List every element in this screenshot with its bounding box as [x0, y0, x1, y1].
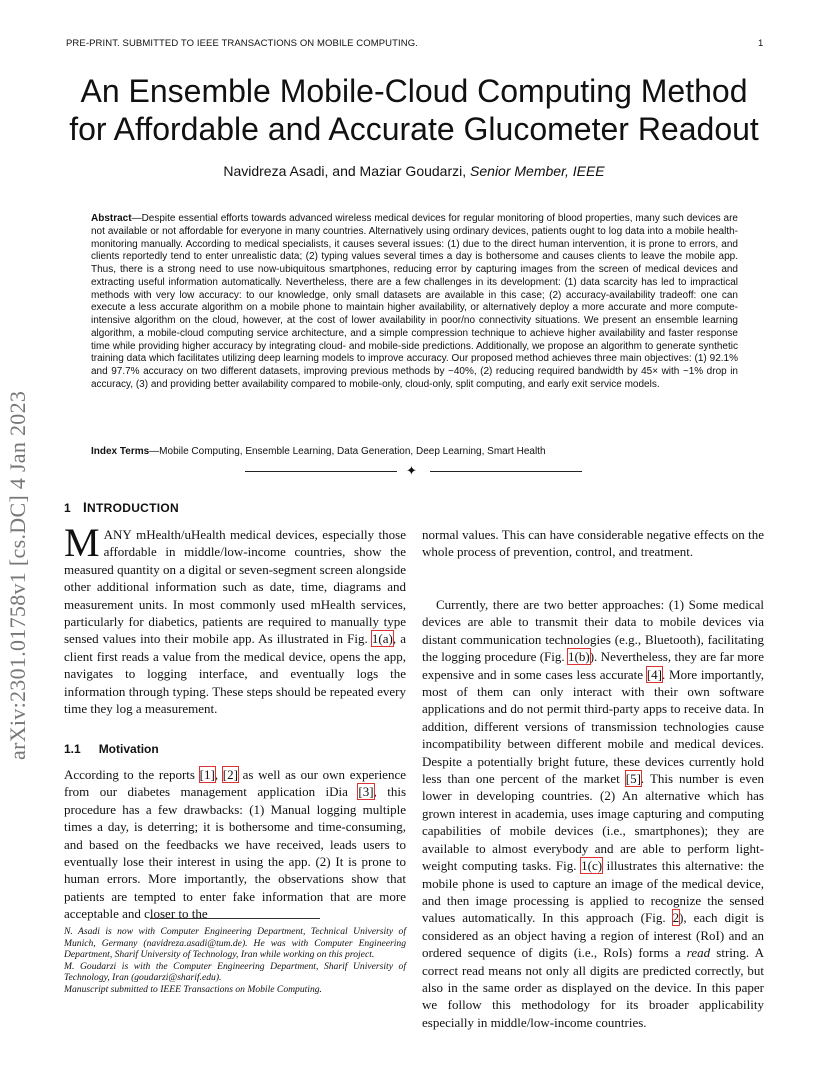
running-header: PRE-PRINT. SUBMITTED TO IEEE TRANSACTIONS ON MOBILE COMPUTING.: [66, 38, 418, 49]
separator-diamond-icon: ✦: [406, 463, 417, 478]
separator-rule-left: [245, 471, 397, 472]
author-names: Navidreza Asadi, and Maziar Goudarzi,: [223, 163, 471, 179]
arxiv-stamp: arXiv:2301.01758v1 [cs.DC] 4 Jan 2023: [5, 390, 30, 760]
section-title-first-letter: I: [82, 500, 88, 515]
footnote-asadi: N. Asadi is now with Computer Engineering Department, Technical University of Munich, Germany (navidreza.asadi@tum.de). He was with Computer Engineering Department, Sharif University of Technology, Iran while working on this project.: [64, 926, 406, 961]
title-line-2: for Affordable and Accurate Glucometer Readout: [69, 111, 759, 147]
subsection-number: 1.1: [64, 742, 81, 756]
section-number: 1: [64, 501, 71, 515]
motivation-paragraph: According to the reports [1], [2] as well as our own experience from our diabetes management application iDia [3], this procedure has a few drawbacks: (1) Manual logging multiple times a day, is deterring; it is bothersome and time-consuming, and based on the feedbacks we have received, leads users to eventually lose their interest in using the app. (2) It is prone to human errors. More importantly, the observations show that patients are tempted to enter fake information that are more acceptable and closer to the: [64, 767, 406, 922]
figure-ref-2[interactable]: 2: [672, 910, 680, 926]
footnote-manuscript: Manuscript submitted to IEEE Transactions on Mobile Computing.: [64, 983, 322, 995]
footnote-goudarzi: M. Goudarzi is with the Computer Engineering Department, Sharif University of Technology, Iran (goudarzi@sharif.edu).: [64, 960, 406, 984]
figure-ref-1c[interactable]: 1(c): [581, 858, 603, 874]
author-line: [40, 163, 788, 179]
index-terms-text: —Mobile Computing, Ensemble Learning, Data Generation, Deep Learning, Smart Health: [149, 446, 546, 457]
figure-ref-1a[interactable]: 1(a): [371, 631, 393, 647]
intro-lead-caps: ANY: [103, 527, 132, 542]
intro-paragraph: MANY mHealth/uHealth medical devices, especially those affordable in middle/low-income countries, show the measured quantity on a digital or seven-segment screen alongside other additional information such as date, time, diagrams and measurement units. In most commonly used mHealth services, particularly for diabetics, patients are required to manually type sensed values into their mobile app. As illustrated in Fig. 1(a), a client first reads a value from the medical device, opens the app, navigates to logging interface, and eventually logs the information through typing. These steps should be repeated every time they log a measurement.: [64, 520, 406, 717]
citation-ref-5[interactable]: [5]: [625, 771, 641, 787]
section-heading-introduction: [64, 500, 179, 515]
title-line-1: An Ensemble Mobile-Cloud Computing Method: [80, 73, 748, 109]
index-terms: [91, 446, 738, 457]
index-terms-label: Index Terms: [91, 446, 150, 457]
citation-ref-3[interactable]: [3]: [358, 784, 374, 800]
abstract-text: —Despite essential efforts towards advanced wireless medical devices for regular monitoring of blood properties, many such devices are not available or not affordable for everyone in many countries. Alternatively using ordinary devices, patients ought to log data into a mobile health-monitoring manually. According to medical specialists, it causes several issues: (1) due to the direct human intervention, it is prone to errors, and clients reportedly tend to enter unrealistic data; (2) typing values several times a day is bothersome and causes clients to leave the mobile app. Thus, there is a strong need to use now-ubiquitous smartphones, reducing error by capturing images from the screen of medical devices and extracting useful information automatically. Nevertheless, there are a few challenges in its development: (1) data scarcity has led to impractical methods with very low accuracy: to our knowledge, only small datasets are available in this case; (2) accuracy-availability tradeoff: one can execute a less accurate algorithm on a mobile phone to maintain higher availability, or alternatively deploy a more accurate and more compute-intensive algorithm on the cloud, however, at the cost of lower availability in poor/no connectivity situations. We present an ensemble learning algorithm, a mobile-cloud computing service architecture, and a simple compression technique to achieve higher availability and faster response time while providing higher accuracy by integrating cloud- and mobile-side predictions. Additionally, we propose an algorithm to generate synthetic training data which facilitates utilizing deep learning models to improve accuracy. Our proposed method achieves three main objectives: (1) 92.1% and 97.7% accuracy on two different datasets, improving previous methods by ~40%, (2) reducing required bandwidth by 45× with ~1% drop in accuracy, (3) and providing better availability compared to mobile-only, cloud-only, split computing, and early exit service models.: [91, 213, 738, 390]
section-title-rest: NTRODUCTION: [87, 501, 180, 515]
figure-ref-1b[interactable]: 1(b): [568, 649, 590, 665]
emphasis-read: read: [686, 945, 711, 961]
citation-ref-2[interactable]: [2]: [222, 767, 238, 782]
author-role: Senior Member, IEEE: [470, 163, 605, 179]
abstract-label: Abstract: [91, 213, 132, 224]
citation-ref-4[interactable]: [4]: [646, 666, 662, 682]
subsection-heading-motivation: [64, 742, 159, 756]
paper-title: [40, 72, 788, 148]
separator-rule-right: [430, 471, 582, 472]
footnote-rule: [150, 918, 320, 919]
page-number: 1: [758, 38, 764, 49]
right-column-continuation: normal values. This can have considerable negative effects on the whole process of prevention, control, and treatment.: [422, 527, 764, 560]
subsection-title: Motivation: [98, 742, 159, 756]
footnotes: [64, 926, 406, 996]
dropcap-letter: M: [64, 520, 100, 565]
citation-ref-1[interactable]: [1]: [199, 767, 215, 782]
abstract: [91, 213, 738, 392]
approaches-paragraph: Currently, there are two better approaches: (1) Some medical devices are able to transmit their data to mobile devices via distant communication technologies (e.g., Bluetooth), facilitating the logging procedure (Fig. 1(b)). Nevertheless, they are far more expensive and in some cases less accurate [4]. More importantly, most of them can only interact with their own software applications and do not permit third-party apps to receive data. In addition, different versions of transmission technologies cause incompatibility between different mobile and medical devices. Despite a potentially bright future, these devices currently hold less than one percent of the market [5]. This number is even lower in developing countries. (2) An alternative which has grown interest in academia, uses image capturing and computing capabilities of mobile devices (i.e., smartphones); they are available to almost everybody and are able to perform light-weight computing tasks. Fig. 1(c) illustrates this alternative: the mobile phone is used to capture an image of the medical device, and then image processing is applied to recognize the sensed values automatically. In this approach (Fig. 2), each digit is considered as an object having a region of interest (RoI) and an ordered sequence of digits (i.e., RoIs) forms a read string. A correct read means not only all digits are predicted correctly, but also in the same order as displayed on the device. In this paper we follow this methodology for its broader applicability especially in middle/low-income countries.: [422, 597, 765, 1030]
